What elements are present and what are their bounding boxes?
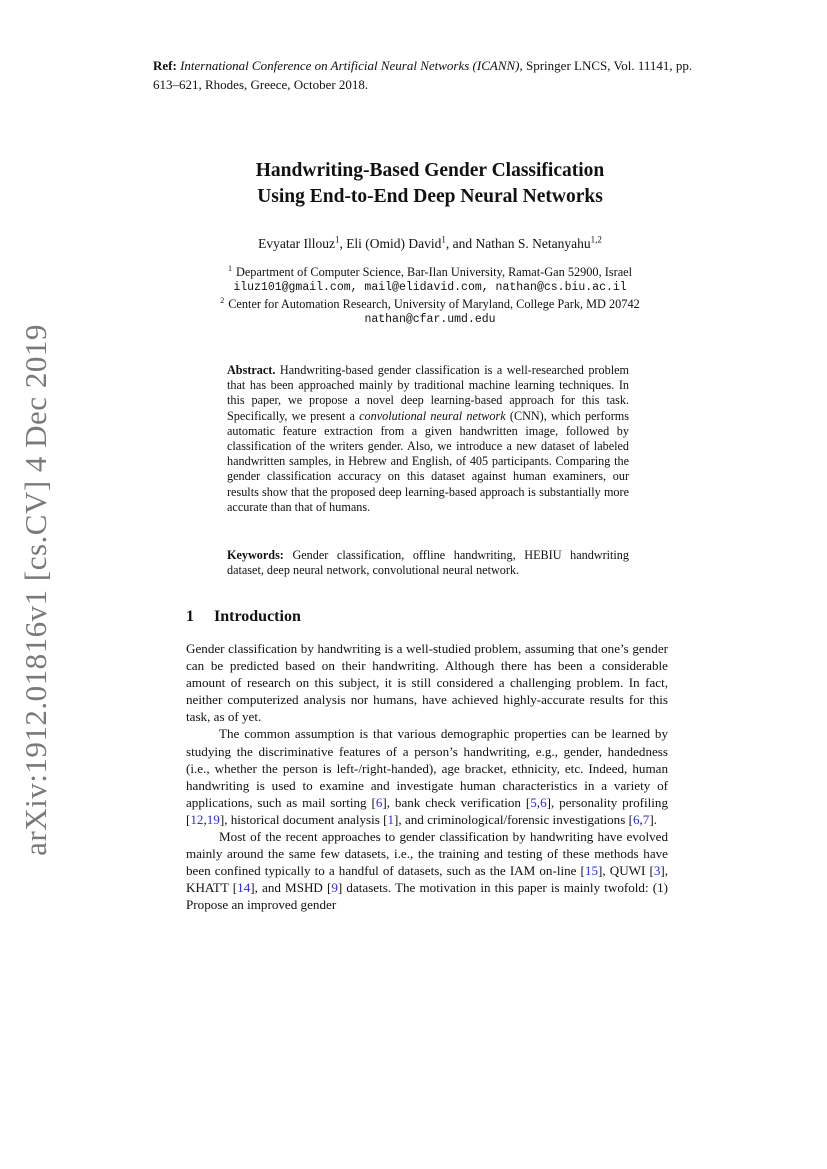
title-line-2: Using End-to-End Deep Neural Networks <box>257 186 603 207</box>
author-2-sup: 1 <box>441 234 446 245</box>
keywords-text: Gender classification, offline handwriting, HEBIU handwriting dataset, deep neural network, convolutional neural network. <box>227 548 629 578</box>
author-1: Evyatar Illouz <box>258 236 335 251</box>
text-run: , <box>203 811 207 827</box>
ref-venue: International Conference on Artificial Neural Networks (ICANN) <box>180 58 520 73</box>
affiliation-1-text: Department of Computer Science, Bar-Ilan University, Ramat-Gan 52900, Israel <box>235 265 633 279</box>
text-run: , <box>639 811 643 827</box>
authors <box>150 236 710 252</box>
text-run: ], historical document analysis [ <box>219 811 388 827</box>
ref-label: Ref: <box>153 58 177 73</box>
author-3: , and Nathan S. Netanyahu <box>445 236 591 251</box>
affiliation-2-email: nathan@cfar.umd.edu <box>364 313 496 326</box>
author-1-sup: 1 <box>334 234 340 245</box>
citation-1[interactable]: 1 <box>387 811 395 827</box>
keywords-label: Keywords: <box>227 548 284 562</box>
affiliation-1-emails: iluz101@gmail.com, mail@elidavid.com, nathan@cs.biu.ac.il <box>233 281 627 294</box>
affiliation-2 <box>150 296 710 312</box>
text-run: ], and MSHD [ <box>250 880 332 896</box>
affiliation-1-num: 1 <box>227 263 232 273</box>
author-2: , Eli (Omid) David <box>339 236 442 251</box>
text-run: ], bank check verification [ <box>382 794 531 810</box>
section-heading <box>186 608 301 626</box>
citation-6[interactable]: 6 <box>632 811 640 827</box>
abstract-text-2: (CNN), which performs automatic feature extraction from a given handwritten image, followed by classification of the writers gender. Also, we introduce a new dataset of labeled handwritten samples, in Hebrew and English, of 405 participants. Comparing the gender classification accuracy on this dataset against human examiners, our results show that the proposed deep learning-based approach is substantially more accurate than that of humans. <box>227 408 629 514</box>
intro-body <box>186 640 668 914</box>
abstract-label: Abstract. <box>227 363 276 377</box>
text-run: ], QUWI [ <box>598 863 654 879</box>
citation-3[interactable]: 3 <box>653 863 661 879</box>
section-title: Introduction <box>214 608 301 625</box>
affiliation-2-text: Center for Automation Research, University of Maryland, College Park, MD 20742 <box>228 297 640 311</box>
text-run: ]. <box>649 811 657 827</box>
citation-15[interactable]: 15 <box>584 863 599 879</box>
arxiv-stamp: arXiv:1912.01816v1 [cs.CV] 4 Dec 2019 <box>18 324 53 856</box>
reference-header <box>153 56 693 94</box>
citation-14[interactable]: 14 <box>237 880 251 896</box>
citation-6[interactable]: 6 <box>540 794 547 810</box>
section-number: 1 <box>186 608 194 625</box>
abstract-italic: convolutional neural network <box>359 408 506 423</box>
citation-7[interactable]: 7 <box>642 811 650 827</box>
text-run: ], KHATT [ <box>186 863 669 896</box>
text-run: ] datasets. The motivation in this paper is mainly twofold: (1) Propose an improved gender <box>186 880 669 913</box>
text-run: Most of the recent approaches to gender classification by handwriting have evolved mainly around the same few datasets, i.e., the training and testing of these methods have been confined typically to a handful of datasets, such as the IAM on-line [ <box>186 829 668 879</box>
citation-19[interactable]: 19 <box>206 811 220 827</box>
text-run: ], and criminological/forensic investigations [ <box>394 811 633 827</box>
affiliation-2-num: 2 <box>220 295 225 305</box>
intro-paragraph-3 <box>186 828 668 913</box>
citation-12[interactable]: 12 <box>190 811 204 827</box>
intro-paragraph-1: Gender classification by handwriting is a well-studied problem, assuming that one’s gender can be predicted based on their handwriting. Although there has been a considerable amount of research on this subject, it is still considered a challenging problem. In fact, neither computerized analysis nor humans, have achieved highly-accurate results for this task, as of yet. <box>186 641 668 725</box>
citation-9[interactable]: 9 <box>331 880 338 896</box>
text-run: , <box>536 794 541 810</box>
abstract-text-1: Handwriting-based gender classification is a well-researched problem that has been approached mainly by traditional machine learning techniques. In this paper, we propose a novel deep learning-based approach for this task. Specifically, we present a <box>227 363 629 423</box>
citation-6[interactable]: 6 <box>375 794 383 810</box>
author-3-sup: 1,2 <box>590 234 602 245</box>
keywords <box>227 548 629 578</box>
intro-paragraph-2 <box>186 725 668 828</box>
text-run: ], personality profiling [ <box>186 794 668 827</box>
title-line-1: Handwriting-Based Gender Classification <box>255 160 605 181</box>
affiliation-1 <box>150 264 710 280</box>
paper-title <box>150 158 710 210</box>
affiliations <box>150 264 710 328</box>
ref-details: , Springer LNCS, Vol. 11141, pp. 613–621, Rhodes, Greece, October 2018. <box>153 58 693 92</box>
abstract <box>227 363 629 515</box>
text-run: The common assumption is that various demographic properties can be learned by studying the discriminative features of a person’s handwriting, e.g., gender, handedness (i.e., whether the person is left-/right-handed), age bracket, ethnicity, etc. Indeed, human handwriting is used to examine and investigate human characteristics in a variety of applications, such as mail sorting [ <box>186 726 668 810</box>
citation-5[interactable]: 5 <box>530 794 537 810</box>
